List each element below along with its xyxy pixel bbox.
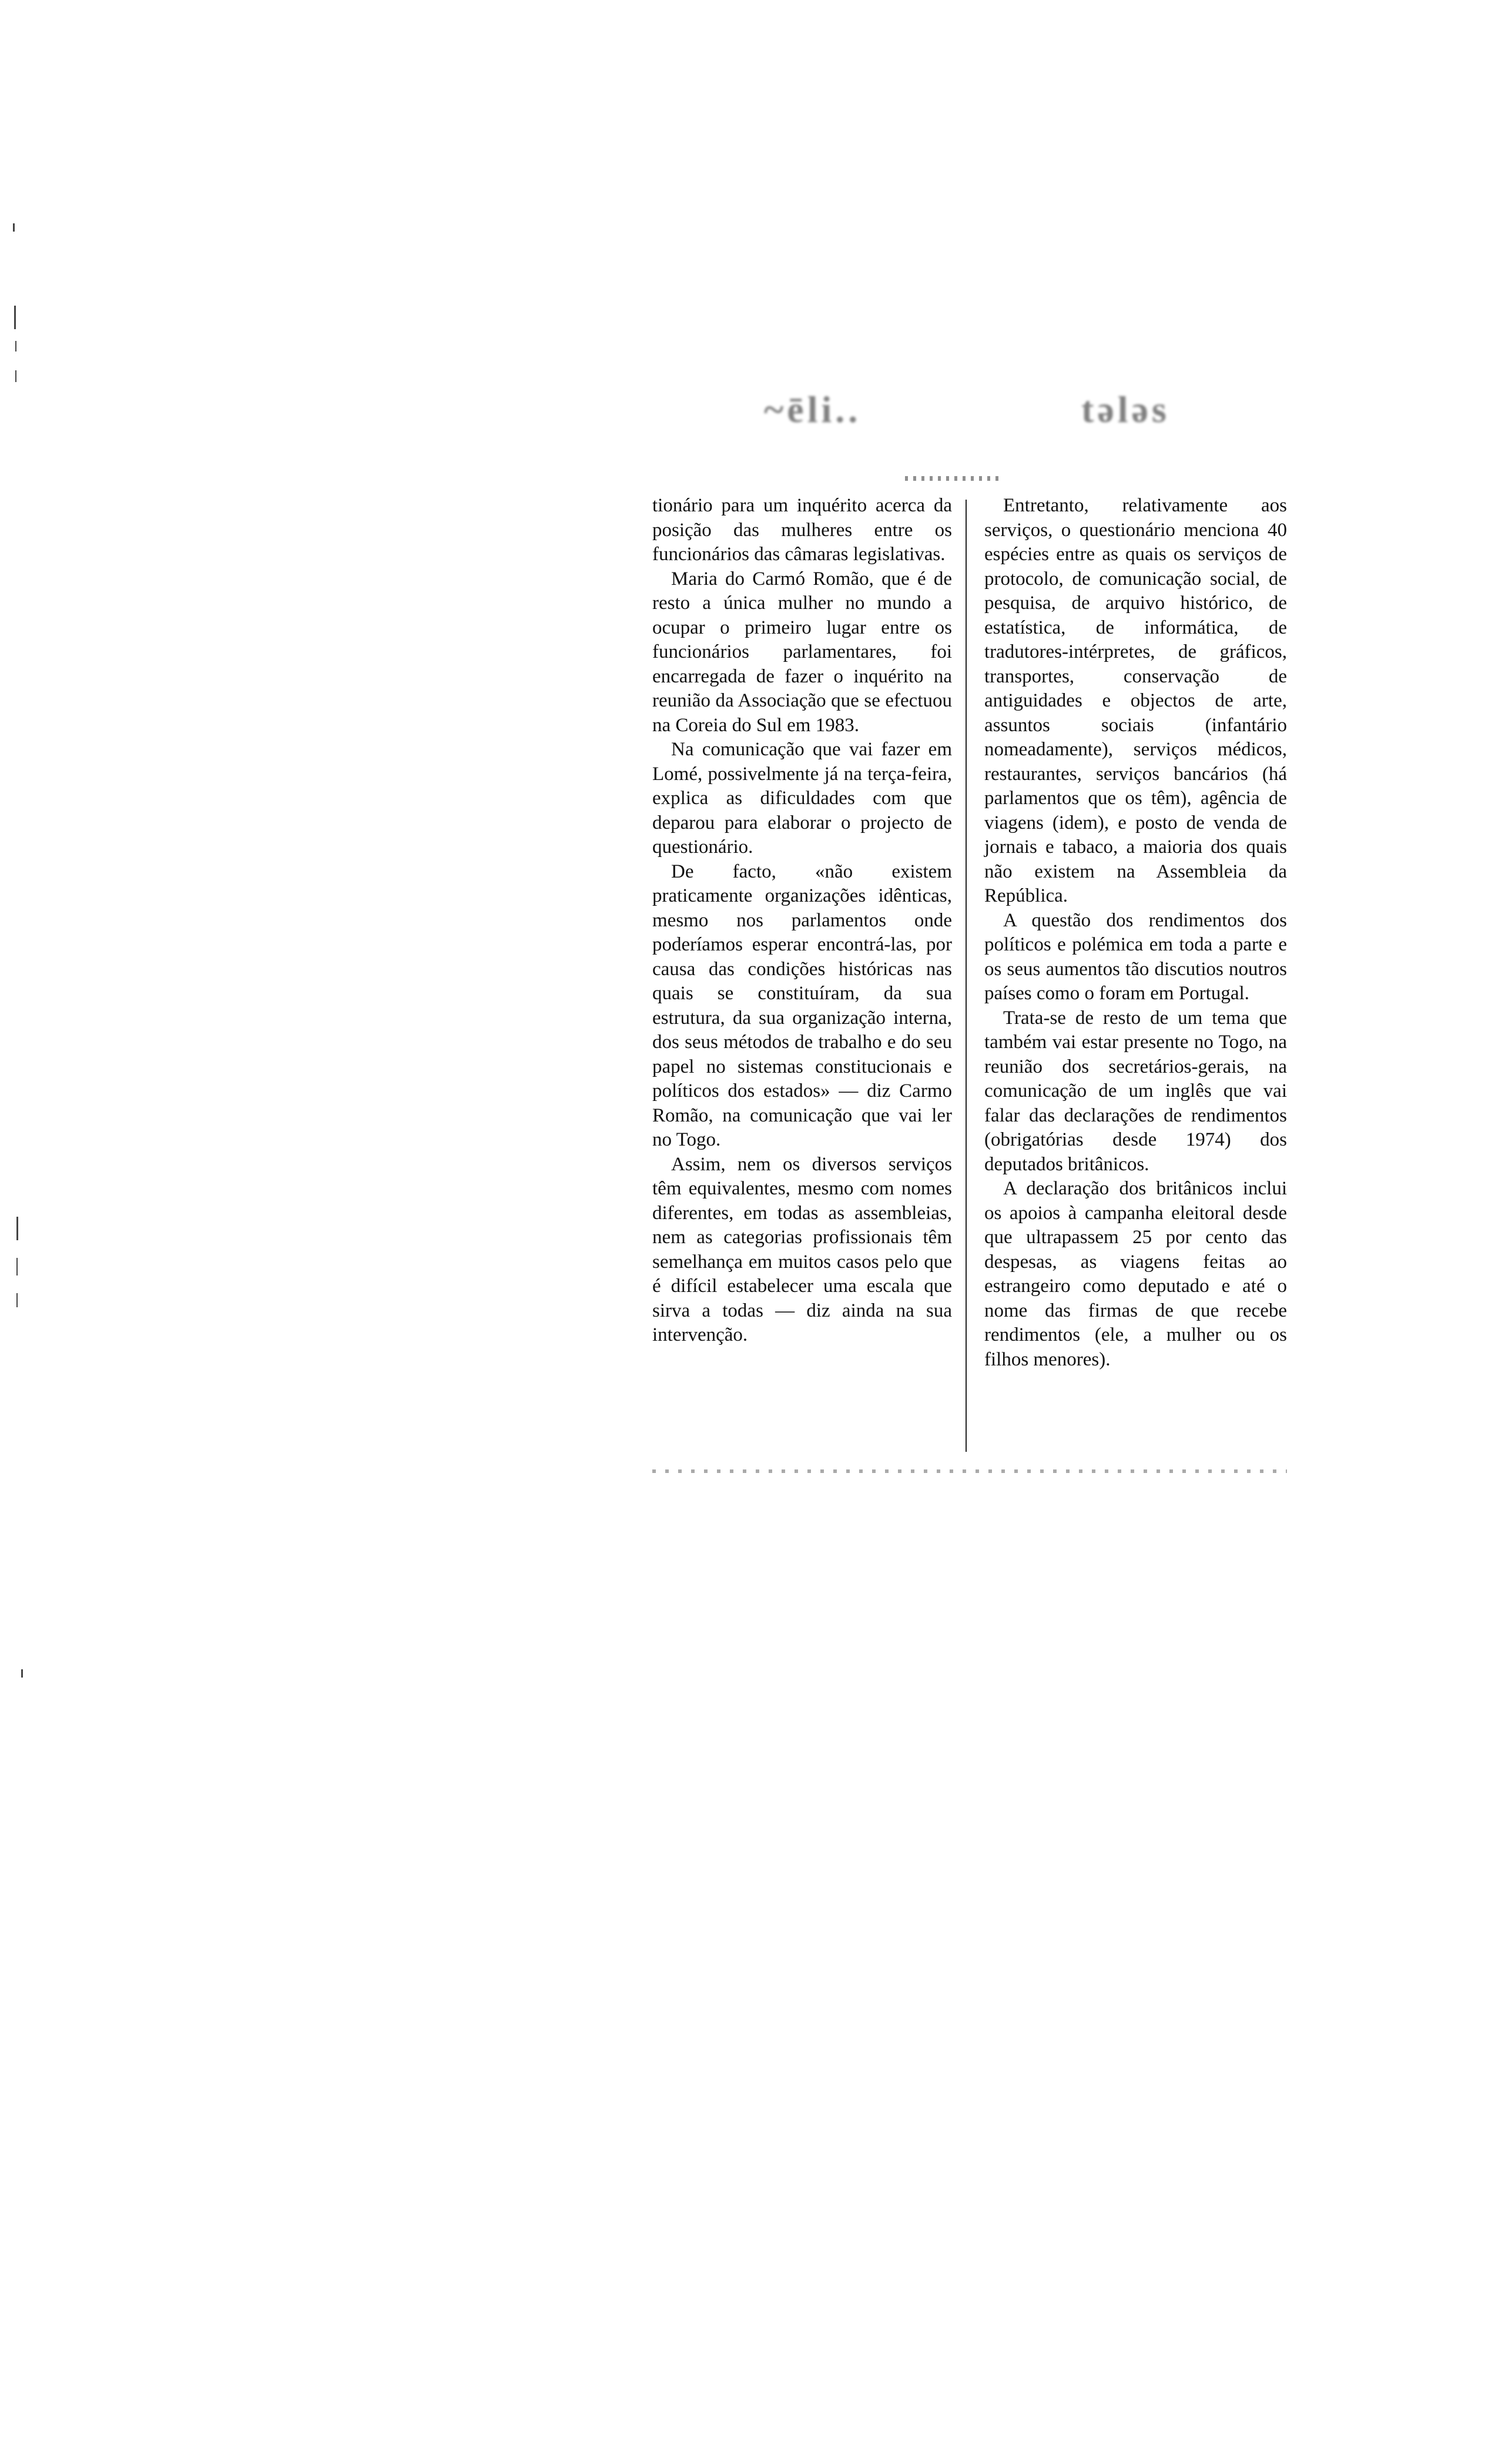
paragraph: Maria do Carmó Romão, que é de resto a única mulher no mundo a ocupar o primeiro lugar entre os funcionários parlamentares, foi encarregada de fazer o inquérito na reunião da Associação que se efectuou na Coreia do Sul em 1983. <box>652 568 952 736</box>
scan-margin-mark <box>15 370 16 382</box>
scan-noise-bottom <box>652 1469 1287 1473</box>
scan-margin-mark <box>14 306 16 329</box>
scan-margin-mark <box>15 341 16 351</box>
paragraph: Na comunicação que vai fazer em Lomé, possivelmente já na terça-feira, explica as dificuldades com que deparou para elaborar o projecto de questionário. <box>652 739 952 858</box>
scan-noise-top <box>905 476 999 481</box>
paragraph: A declaração dos britânicos inclui os apoios à campanha eleitoral desde que ultrapassem 25 por cento das despesas, as viagens feitas ao estrangeiro como deputado e até o nome das firmas de que recebe rendimentos (ele, a mulher ou os filhos menores). <box>984 1178 1287 1370</box>
paragraph: De facto, «não existem praticamente organizações idênticas, mesmo nos parlamentos onde poderíamos esperar encontrá-las, por causa das condições históricas nas quais se constituíram, da sua estrutura, da sua organização interna, dos seus métodos de trabalho e do seu papel no sistemas constitucionais e políticos dos estados» — diz Carmo Romão, na comunicação que vai ler no Togo. <box>652 861 952 1150</box>
newspaper-clipping <box>641 464 1287 1499</box>
scan-margin-mark <box>16 1258 18 1275</box>
scan-margin-mark <box>16 1293 18 1307</box>
column-divider <box>966 500 967 1452</box>
paragraph: Assim, nem os diversos serviços têm equivalentes, mesmo com nomes diferentes, em todas as assembleias, nem as categorias profissionais têm semelhança em muitos casos pelo que é difícil estabelecer uma escala que sirva a todas — diz ainda na sua intervenção. <box>652 1153 952 1345</box>
scan-margin-mark <box>13 223 15 232</box>
scan-margin-mark <box>21 1669 23 1678</box>
paragraph: Trata-se de resto de um tema que também vai estar presente no Togo, na reunião dos secretários-gerais, na comunicação de um inglês que vai falar das declarações de rendimentos (obrigatórias desde 1974) dos deputados britânicos. <box>984 1007 1287 1175</box>
article-column-right <box>984 494 1287 1372</box>
header-fragment-right: tələs <box>1081 389 1170 430</box>
paragraph: A questão dos rendimentos dos políticos e polémica em toda a parte e os seus aumentos tão discutios noutros países como o foram em Portugal. <box>984 909 1287 1004</box>
article-column-left <box>652 494 952 1348</box>
scan-margin-mark <box>16 1217 18 1240</box>
paragraph: Entretanto, relativamente aos serviços, o questionário menciona 40 espécies entre as quais os serviços de protocolo, de comunicação social, de pesquisa, de arquivo histórico, de estatística, de informática, de tradutores-intérpretes, de gráficos, transportes, conservação de antiguidades e objectos de arte, assuntos sociais (infantário nomeadamente), serviços médicos, restaurantes, serviços bancários (há parlamentos que os têm), agência de viagens (idem), e posto de venda de jornais e tabaco, a maioria dos quais não existem na Assembleia da República. <box>984 495 1287 906</box>
paragraph: tionário para um inquérito acerca da posição das mulheres entre os funcionários das câmaras legislativas. <box>652 495 952 565</box>
header-fragment-left: ~ēli.. <box>764 389 862 430</box>
